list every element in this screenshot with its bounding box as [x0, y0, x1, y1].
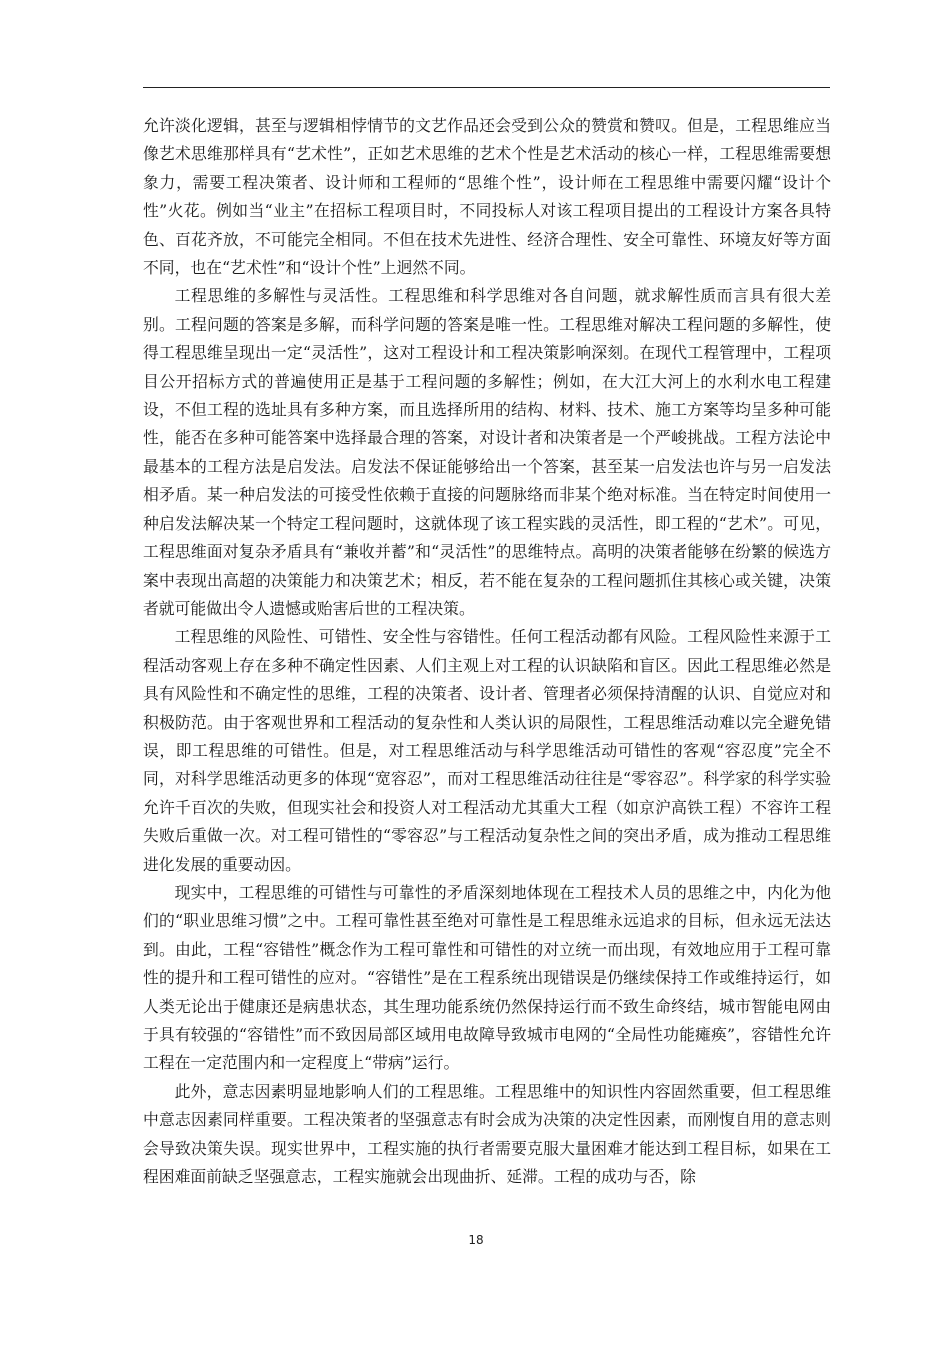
paragraph-4: 现实中，工程思维的可错性与可靠性的矛盾深刻地体现在工程技术人员的思维之中，内化为他们的“职业思维习惯”之中。工程可靠性甚至绝对可靠性是工程思维永远追求的目标，但永远无法达到。由此，工程“容错性”概念作为工程可靠性和可错性的对立统一而出现，有效地应用于工程可靠性的提升和工程可错性的应对。“容错性”是在工程系统出现错误是仍继续保持工作或维持运行，如人类无论出于健康还是病患状态，其生理功能系统仍然保持运行而不致生命终结，城市智能电网由于具有较强的“容错性”而不致因局部区域用电故障导致城市电网的“全局性功能瘫痪”，容错性允许工程在一定范围内和一定程度上“带病”运行。 [143, 882, 831, 1073]
page-number: 18 [468, 1233, 484, 1247]
paragraph-5: 此外，意志因素明显地影响人们的工程思维。工程思维中的知识性内容固然重要，但工程思维中意志因素同样重要。工程决策者的坚强意志有时会成为决策的决定性因素，而刚愎自用的意志则会导致决策失误。现实世界中，工程实施的执行者需要克服大量困难才能达到工程目标，如果在工程困难面前缺乏坚强意志，工程实施就会出现曲折、延滞。工程的成功与否，除 [143, 1081, 831, 1187]
body-text [143, 112, 831, 1191]
paragraph-2: 工程思维的多解性与灵活性。工程思维和科学思维对各自问题，就求解性质而言具有很大差别。工程问题的答案是多解，而科学问题的答案是唯一性。工程思维对解决工程问题的多解性，使得工程思维呈现出一定“灵活性”，这对工程设计和工程决策影响深刻。在现代工程管理中，工程项目公开招标方式的普遍使用正是基于工程问题的多解性；例如，在大江大河上的水利水电工程建设，不但工程的选址具有多种方案，而且选择所用的结构、材料、技术、施工方案等均呈多种可能性，能否在多种可能答案中选择最合理的答案，对设计者和决策者是一个严峻挑战。工程方法论中最基本的工程方法是启发法。启发法不保证能够给出一个答案，甚至某一启发法也许与另一启发法相矛盾。某一种启发法的可接受性依赖于直接的问题脉络而非某个绝对标准。当在特定时间使用一种启发法解决某一个特定工程问题时，这就体现了该工程实践的灵活性，即工程的“艺术”。可见，工程思维面对复杂矛盾具有“兼收并蓄”和“灵活性”的思维特点。高明的决策者能够在纷繁的候选方案中表现出高超的决策能力和决策艺术；相反，若不能在复杂的工程问题抓住其核心或关键，决策者就可能做出令人遗憾或贻害后世的工程决策。 [143, 286, 831, 618]
header-rule [143, 87, 830, 88]
paragraph-3: 工程思维的风险性、可错性、安全性与容错性。任何工程活动都有风险。工程风险性来源于工程活动客观上存在多种不确定性因素、人们主观上对工程的认识缺陷和盲区。因此工程思维必然是具有风险性和不确定性的思维，工程的决策者、设计者、管理者必须保持清醒的认识、自觉应对和积极防范。由于客观世界和工程活动的复杂性和人类认识的局限性，工程思维活动难以完全避免错误，即工程思维的可错性。但是，对工程思维活动与科学思维活动可错性的客观“容忍度”完全不同，对科学思维活动更多的体现“宽容忍”，而对工程思维活动往往是“零容忍”。科学家的科学实验允许千百次的失败，但现实社会和投资人对工程活动尤其重大工程（如京沪高铁工程）不容许工程失败后重做一次。对工程可错性的“零容忍”与工程活动复杂性之间的突出矛盾，成为推动工程思维进化发展的重要动因。 [143, 627, 831, 874]
paragraph-1: 允许淡化逻辑，甚至与逻辑相悖情节的文艺作品还会受到公众的赞赏和赞叹。但是，工程思维应当像艺术思维那样具有“艺术性”，正如艺术思维的艺术个性是艺术活动的核心一样，工程思维需要想象力，需要工程决策者、设计师和工程师的“思维个性”，设计师在工程思维中需要闪耀“设计个性”火花。例如当“业主”在招标工程项目时，不同投标人对该工程项目提出的工程设计方案各具特色、百花齐放，不可能完全相同。不但在技术先进性、经济合理性、安全可靠性、环境友好等方面不同，也在“艺术性”和“设计个性”上迥然不同。 [143, 116, 831, 278]
